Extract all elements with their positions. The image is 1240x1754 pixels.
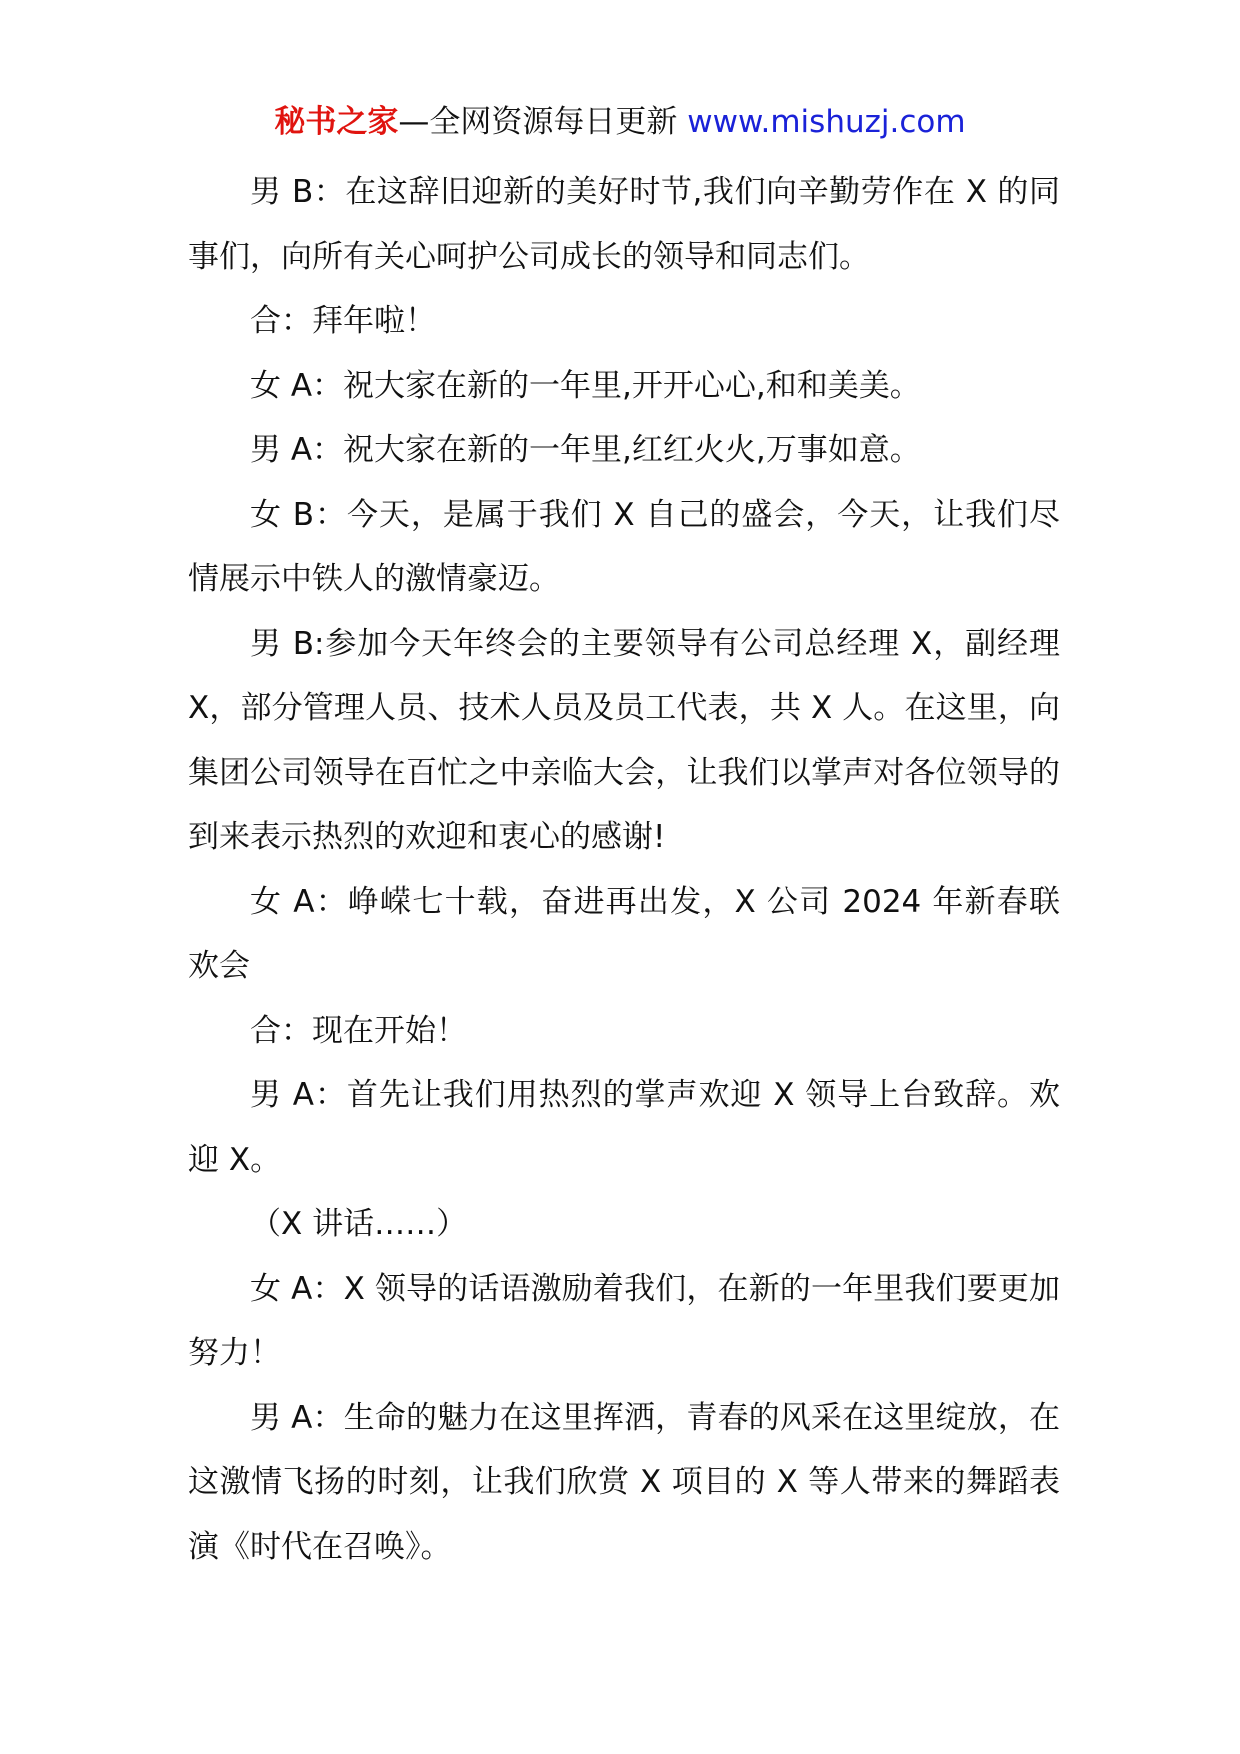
paragraph: 合：拜年啦！: [250, 303, 436, 339]
paragraph: 女 A：X 领导的话语激励着我们，在新的一年里我们要更加努力！: [188, 1270, 1060, 1371]
site-tagline: —全网资源每日更新: [398, 104, 688, 140]
site-url-link[interactable]: www.mishuzj.com: [687, 104, 966, 140]
paragraph: 男 A：祝大家在新的一年里,红红火火,万事如意。: [250, 432, 921, 468]
paragraph: 男 A：首先让我们用热烈的掌声欢迎 X 领导上台致辞。欢迎 X。: [188, 1077, 1060, 1178]
paragraph: 女 A：峥嵘七十载，奋进再出发，X 公司 2024 年新春联欢会: [188, 883, 1060, 984]
paragraph: 女 B：今天，是属于我们 X 自己的盛会，今天，让我们尽情展示中铁人的激情豪迈。: [188, 496, 1060, 597]
paragraph: 合：现在开始！: [250, 1012, 467, 1049]
site-brand: 秘书之家: [274, 104, 399, 140]
document-body: [188, 160, 1060, 1579]
paragraph: 女 A：祝大家在新的一年里,开开心心,和和美美。: [250, 367, 921, 404]
paragraph: （X 讲话……）: [250, 1206, 468, 1242]
paragraph: 男 B：在这辞旧迎新的美好时节,我们向辛勤劳作在 X 的同事们，向所有关心呵护公司成长的领导和同志们。: [188, 174, 1060, 275]
paragraph: 男 B:参加今天年终会的主要领导有公司总经理 X，副经理 X，部分管理人员、技术人员及员工代表，共 X 人。在这里，向集团公司领导在百忙之中亲临大会，让我们以掌声对各位领导的到来表示热烈的欢迎和衷心的感谢!: [188, 625, 1060, 855]
paragraph: 男 A：生命的魅力在这里挥洒，青春的风采在这里绽放，在这激情飞扬的时刻，让我们欣赏 X 项目的 X 等人带来的舞蹈表演《时代在召唤》。: [188, 1399, 1060, 1565]
site-header: [0, 100, 1240, 144]
